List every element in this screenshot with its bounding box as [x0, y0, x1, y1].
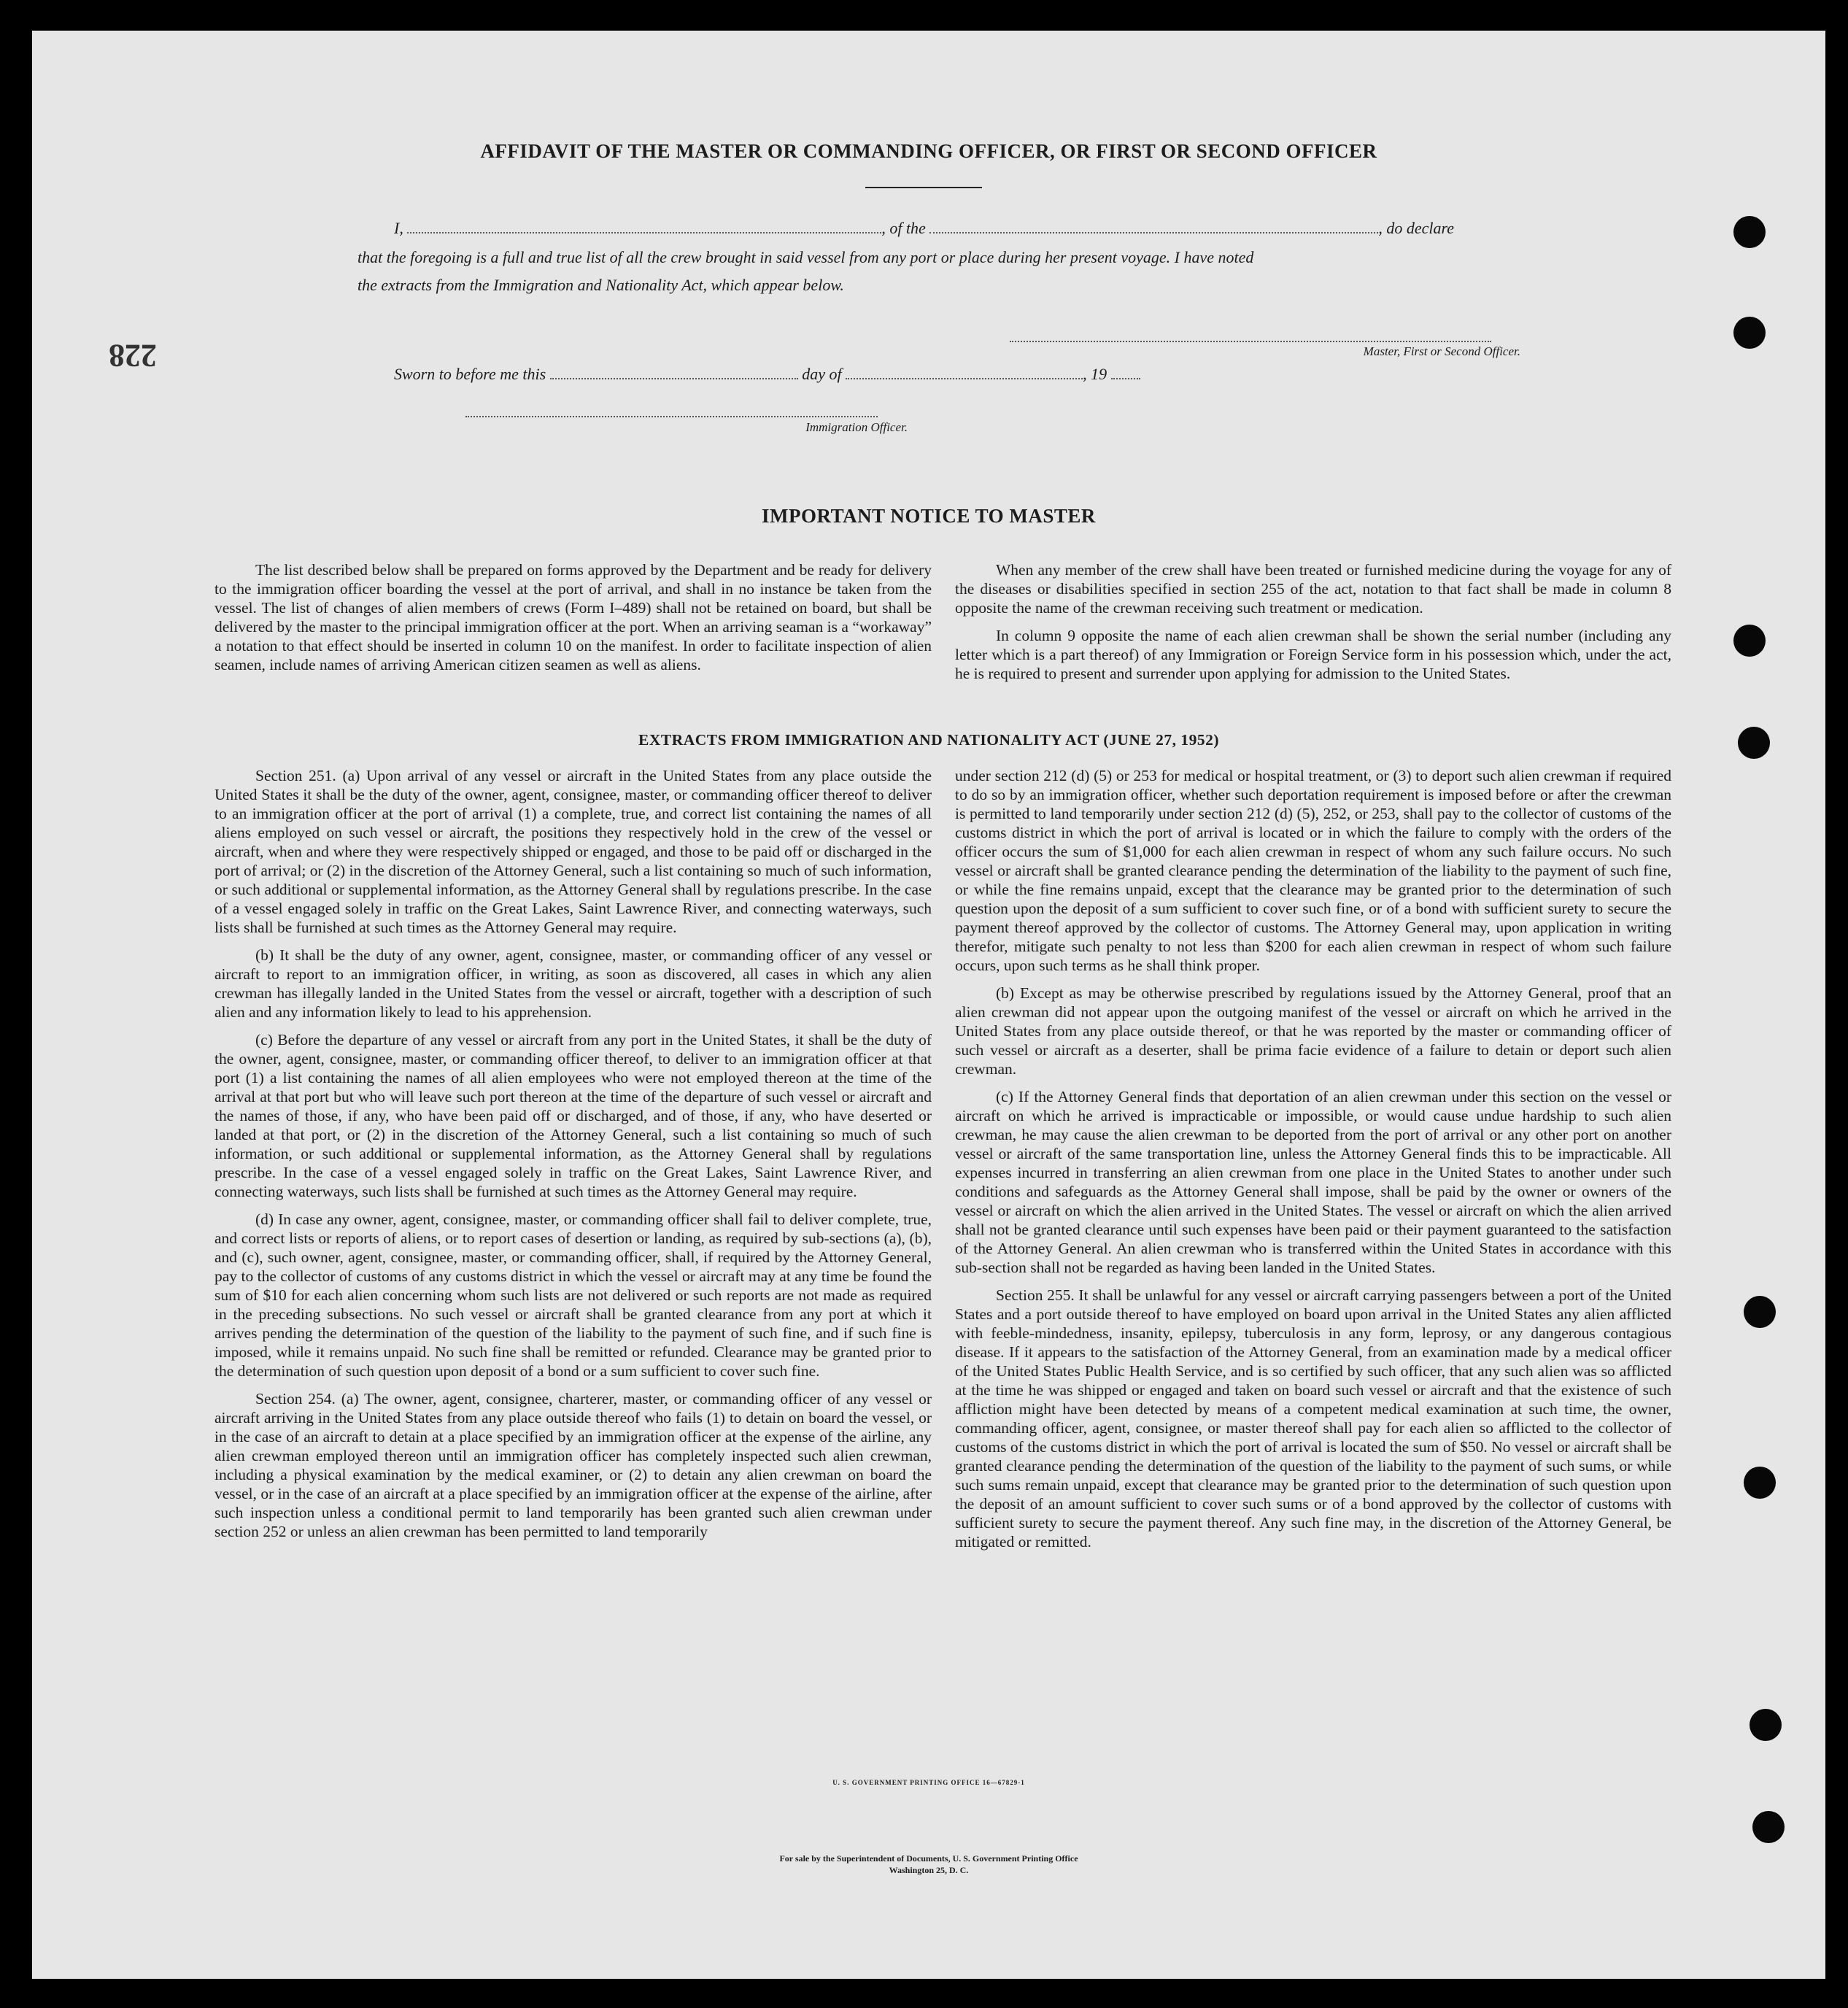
- sworn-line: [394, 365, 1342, 384]
- notice-right-paragraph-1: When any member of the crew shall have been treated or furnished medicine during the voyage for any of the diseases or disabilities specified in section 255 of the act, notation to that fact shall be made in column 8 opposite the name of the crewman receiving such treatment or medication.: [955, 561, 1671, 617]
- extracts-title: EXTRACTS FROM IMMIGRATION AND NATIONALITY ACT (JUNE 27, 1952): [638, 731, 1219, 749]
- vessel-blank: [929, 231, 1378, 233]
- notice-title: IMPORTANT NOTICE TO MASTER: [762, 505, 1096, 527]
- day-of-label: day of: [802, 365, 842, 383]
- affidavit-i: I,: [394, 219, 403, 237]
- affidavit-line-3: the extracts from the Immigration and Nationality Act, which appear below.: [357, 276, 844, 294]
- section-254-a-continued: under section 212 (d) (5) or 253 for medical or hospital treatment, or (3) to deport such alien crewman if required to do so by an immigration officer, whether such deportation requirement is imposed before or after the crewman is permitted to land temporarily under section 212 (d) (5), 252, or 253, shall pay to the collector of customs of the customs district in which the port of arrival is located or in which the failure to comply with the orders of the officer occurs the sum of $1,000 for each alien crewman in respect of whom any such failure occurs. No such vessel or aircraft shall be granted clearance pending the determination of the liability to the payment of such fine, or while the fine remains unpaid, except that the clearance may be granted prior to the determination of such question upon the deposit of a sum sufficient to cover such fine, or of a bond with sufficient surety to secure the payment thereof approved by the collector of customs. The Attorney General may, upon application in writing therefor, mitigate such penalty to not less than $200 for each alien crewman in respect of whom such failure occurs, upon such terms as he shall think proper.: [955, 767, 1671, 974]
- notice-left-column: [214, 560, 932, 683]
- affidavit-of-the: , of the: [881, 219, 926, 237]
- section-254-c: (c) If the Attorney General finds that deportation of an alien crewman under this section on the vessel or aircraft on which he arrived is impracticable or impossible, or would cause undue hardship to such alien crewman, he may cause the alien crewman to be deported from the port of arrival or any other port on another vessel or aircraft of the same transportation line, unless the Attorney General finds this to be impracticable. All expenses incurred in transferring an alien crewman from one place in the United States to another under such conditions and safeguards as the Attorney General shall impose, shall be paid by the owner or owners of the vessel or aircraft on which the alien arrived in the United States. The vessel or aircraft on which the alien arrived shall not be granted clearance until such expenses have been paid or their payment guaranteed to the satisfaction of the Attorney General. An alien crewman who is transferred within the United States in accordance with this sub-section shall not be regarded as having been landed in the United States.: [955, 1088, 1671, 1276]
- notice-right-paragraph-2: In column 9 opposite the name of each alien crewman shall be shown the serial number (including any letter which is a part thereof) of any Immigration or Foreign Service form in his possession which, under the act, he is required to present and surrender upon applying for admission to the United States.: [955, 627, 1671, 682]
- sale-line-1: For sale by the Superintendent of Documents, U. S. Government Printing Office: [779, 1853, 1078, 1864]
- sworn-before-label: Sworn to before me this: [394, 365, 546, 383]
- affidavit-declaration-line: [394, 219, 1525, 238]
- officer-signature-label: Immigration Officer.: [805, 420, 908, 434]
- document-page: [32, 31, 1825, 1979]
- margin-handwritten-number: 228: [109, 338, 157, 374]
- notice-right-column: [955, 560, 1671, 692]
- binder-hole: [1752, 1811, 1785, 1843]
- binder-hole: [1750, 1709, 1782, 1741]
- master-signature-label: Master, First or Second Officer.: [1363, 344, 1520, 358]
- extracts-left-column: [214, 766, 932, 1550]
- extracts-right-column: [955, 766, 1671, 1560]
- year-prefix: , 19: [1083, 365, 1107, 383]
- affidavit-do-declare: , do declare: [1378, 219, 1454, 237]
- printing-office-line: U. S. GOVERNMENT PRINTING OFFICE 16—67829-1: [832, 1779, 1025, 1786]
- section-254-b: (b) Except as may be otherwise prescribed by regulations issued by the Attorney General, proof that an alien crewman did not appear upon the outgoing manifest of the vessel or aircraft on which he arrived in the United States from any place outside thereof, or that he was reported by the master or commanding officer of such vessel or aircraft as a deserter, shall be prima facie evidence of a failure to detain or deport such alien crewman.: [955, 984, 1671, 1078]
- master-signature-line: [1010, 341, 1491, 342]
- section-251-c: (c) Before the departure of any vessel or aircraft from any port in the United States, it shall be the duty of the owner, agent, consignee, master, or commanding officer thereof, to deliver to an immigration officer at that port (1) a list containing the names of all alien employees who were not employed thereon at the time of the arrival at that port but who will leave such port thereon at the time of the departure of such vessel or aircraft and the names of those, if any, who have been paid off or discharged, and of those, if any, who have deserted or landed at that port, or (2) in the discretion of the Attorney General, such a list containing so much of such information, or such additional or supplemental information, as the Attorney General shall by regulations prescribe. In the case of a vessel engaged solely in traffic on the Great Lakes, Saint Lawrence River, and connecting waterways, such lists shall be furnished at such times as the Attorney General may require.: [214, 1031, 932, 1200]
- notice-left-paragraph: The list described below shall be prepared on forms approved by the Department and be ready for delivery to the immigration officer boarding the vessel at the port of arrival, and shall in no instance be taken from the vessel. The list of changes of alien members of crews (Form I–489) shall not be retained on board, but shall be delivered by the master to the principal immigration officer at the port. When an arriving seaman is a “workaway” a notation to that effect should be inserted in column 10 on the manifest. In order to facilitate inspection of alien seamen, include names of arriving American citizen seamen as well as aliens.: [214, 561, 932, 673]
- section-251-b: (b) It shall be the duty of any owner, agent, consignee, master, or commanding officer of any vessel or aircraft to report to an immigration officer, in writing, as soon as discovered, all cases in which any alien crewman has illegally landed in the United States from the vessel or aircraft, together with a description of such alien and any information likely to lead to his apprehension.: [214, 946, 932, 1021]
- affidavit-title: AFFIDAVIT OF THE MASTER OR COMMANDING OFFICER, OR FIRST OR SECOND OFFICER: [480, 140, 1377, 162]
- binder-hole: [1744, 1296, 1776, 1328]
- binder-hole: [1738, 727, 1770, 759]
- affidavit-line-2: that the foregoing is a full and true list of all the crew brought in said vessel from any port or place during her present voyage. I have noted: [357, 248, 1254, 266]
- title-rule: [865, 187, 982, 188]
- section-254-a: Section 254. (a) The owner, agent, consignee, charterer, master, or commanding officer of any vessel or aircraft arriving in the United States from any place outside thereof who fails (1) to detain on board the vessel, or in the case of an aircraft to detain at a place specified by an immigration officer at the expense of the airline, any alien crewman employed thereon until an immigration officer has completely inspected such alien crewman, including a physical examination by the medical examiner, or (2) to detain any alien crewman on board the vessel, or in the case of an aircraft at a place specified by an immigration officer at the expense of the airline, after such inspection unless a conditional permit to land temporarily has been granted such alien crewman under section 252 or unless an alien crewman has been permitted to land temporarily: [214, 1390, 932, 1540]
- binder-hole: [1744, 1467, 1776, 1499]
- sworn-year-blank: [1111, 376, 1140, 379]
- section-251-a: Section 251. (a) Upon arrival of any vessel or aircraft in the United States from any place outside the United States it shall be the duty of the owner, agent, consignee, master, or commanding officer thereof to deliver to an immigration officer at the port of arrival (1) a complete, true, and correct list containing the names of all aliens employed on such vessel or aircraft, the positions they respectively hold in the crew of the vessel or aircraft, when and where they were respectively shipped or engaged, and those to be paid off or discharged in the port of arrival; or (2) in the discretion of the Attorney General, such a list containing so much of such information, or such additional or supplemental information, as the Attorney General shall by regulations prescribe. In the case of a vessel engaged solely in traffic on the Great Lakes, Saint Lawrence River, and connecting waterways, such lists shall be furnished at such times as the Attorney General may require.: [214, 767, 932, 936]
- section-251-d: (d) In case any owner, agent, consignee, master, or commanding officer shall fail to deliver complete, true, and correct lists or reports of aliens, or to report cases of desertion or landing, as required by sub-sections (a), (b), and (c), such owner, agent, consignee, master, or commanding officer, shall, if required by the Attorney General, pay to the collector of customs of any customs district in which the vessel or aircraft may at any time be found the sum of $10 for each alien concerning whom such lists are not delivered or such reports are not made as required in the preceding subsections. No such vessel or aircraft shall be granted clearance from any port at which it arrives pending the determination of the question of the liability to the payment of such fine, and if such fine is imposed, while it remains unpaid. No such fine shall be remitted or refunded. Clearance may be granted prior to the determination of such question upon deposit of a bond or a sum sufficient to cover such fine.: [214, 1210, 932, 1380]
- name-blank: [407, 231, 881, 233]
- binder-hole: [1733, 625, 1766, 657]
- sworn-day-blank: [550, 376, 798, 379]
- officer-signature-line: [465, 416, 878, 417]
- sworn-month-blank: [846, 376, 1083, 379]
- section-255: Section 255. It shall be unlawful for any vessel or aircraft carrying passengers between a port of the United States and a port outside thereof to have employed on board upon arrival in the United States any alien afflicted with feeble-mindedness, insanity, epilepsy, tuberculosis in any form, leprosy, or any dangerous contagious disease. If it appears to the satisfaction of the Attorney General, from an examination made by a medical officer of the United States Public Health Service, and is so certified by such officer, that any such alien was so afflicted at the time he was shipped or engaged and taken on board such vessel or aircraft and that the existence of such affliction might have been detected by means of a competent medical examination at such time, the owner, commanding officer, agent, consignee, or master thereof shall pay for each alien so afflicted to the collector of customs of the customs district in which the port of arrival is located the sum of $50. No vessel or aircraft shall be granted clearance pending the determination of the question of the liability to the payment of such sums, or while such sums remain unpaid, except that clearance may be granted prior to the determination of such question upon the deposit of an amount sufficient to cover such sums or of a bond approved by the collector of customs with sufficient surety to secure the payment thereof. Any such fine may, in the discretion of the Attorney General, be mitigated or remitted.: [955, 1286, 1671, 1551]
- binder-hole: [1733, 317, 1766, 349]
- sale-line-2: Washington 25, D. C.: [889, 1865, 969, 1875]
- binder-hole: [1733, 216, 1766, 248]
